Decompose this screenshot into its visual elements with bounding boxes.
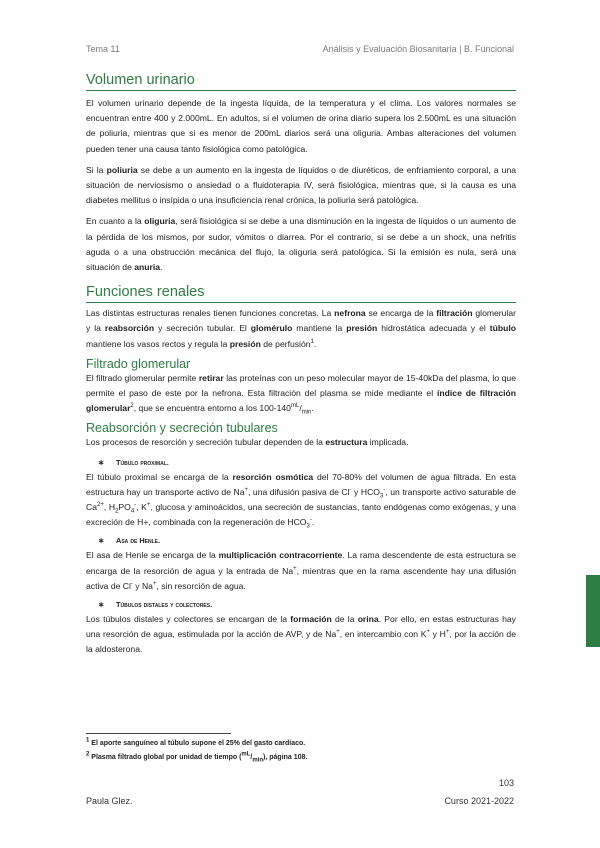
header-topic: Tema 11: [86, 44, 120, 54]
footnote-1: $^1$ El aporte sanguíneo al túbulo supone el 25% del gasto cardíaco.: [86, 737, 306, 747]
bullet-heading-distal: ∗ Túbulos distales y colectores.: [86, 598, 516, 612]
paragraph: Las distintas estructuras renales tienen funciones concretas. La nefrona se encarga de la filtración glomerular y la reabsorción y secreción tubular. El glomérulo mantiene la presión hidrostática adecuada y el túbulo mantiene los vasos rectos y regula la presión de perfusión$^1$.: [86, 308, 516, 349]
bullet-heading-proximal: ∗ Túbulo proximal.: [86, 456, 516, 470]
header-subject: Análisis y Evaluación Biosanitaria | B. Funcional: [322, 44, 514, 54]
paragraph: El filtrado glomerular permite retirar las proteínas con un peso molecular mayor de 15-40kDa del plasma, lo que permite el paso de este por la nefrona. Esta filtración del plasma se mide mediante el índice de filtración glomerular$^2$, que se encuentra entorno a los $100-140^{mL}/_{min}$.: [86, 372, 516, 416]
subsection-title-reabsorcion: Reabsorción y secreción tubulares: [86, 421, 278, 436]
footer-course: Curso 2021-2022: [444, 796, 514, 806]
section-title-funciones: Funciones renales: [86, 284, 516, 303]
footer-author: Paula Glez.: [86, 796, 133, 806]
section-tab-marker: [586, 575, 600, 647]
paragraph: El volumen urinario depende de la ingesta líquida, de la temperatura y el clima. Los valores normales se encuentran entre 400 y 2.000mL. En adultos, si el volumen de orina diario supera los 2.500mL es una situación de poliuria, mientras que si es menor de 200mL diarios será una oliguria. Ambas alteraciones del volumen pueden tener una causa tanto fisiológica como patológica.: [86, 98, 516, 154]
asterisk-bullet-icon: ∗: [98, 600, 105, 610]
asterisk-bullet-icon: ∗: [98, 457, 105, 467]
paragraph: El túbulo proximal se encarga de la resorción osmótica del 70-80% del volumen de agua filtrada. En esta estructura hay un transporte activo de Na+, una difusión pasiva de Cl- y $HCO_3^-$, un transporte activo saturable de $Ca^{2+}$, $H_2PO_4^-$, K+, glucosa y aminoácidos, una secreción de sustancias, tanto endógenas como exógenas, y una excreción de H+, combinada con la regeneración de $HCO_3^-$.: [86, 471, 517, 530]
paragraph: Si la poliuria se debe a un aumento en la ingesta de líquidos o de diuréticos, de enfriamiento corporal, a una situación de nerviosismo o ansiedad o a fluidoterapia IV, será fisiológica, mientras que, si la causa es una diabetes mellitus o insípida o una insuficiencia renal crónica, la poliuria será patológica.: [86, 164, 516, 206]
page-content: [86, 72, 516, 658]
paragraph: Los procesos de resorción y secreción tubular dependen de la estructura implicada.: [86, 437, 409, 448]
page-number: 103: [498, 778, 514, 788]
paragraph: El asa de Henle se encarga de la multiplicación contracorriente. La rama descendente de esta estructura se encarga de la resorción de agua y la entrada de Na+, mientras que en la rama ascendente hay una difusión activa de Cl- y Na+, sin resorción de agua.: [86, 550, 516, 591]
footnote-ref: 1: [310, 338, 314, 345]
footnote-2: $^2$ Plasma filtrado global por unidad de tiempo $(^{mL}/_{min})$, página 108.: [86, 751, 308, 764]
footnote-divider: [86, 733, 231, 734]
paragraph: Los túbulos distales y colectores se encargan de la formación de la orina. Por ello, en estas estructuras hay una resorción de agua, estimulada por la acción de AVP, y de Na+, en intercambio con K+ y H+, por la acción de la aldosterona.: [86, 614, 516, 655]
section-title-volumen: Volumen urinario: [86, 72, 516, 91]
asterisk-bullet-icon: ∗: [98, 536, 105, 546]
paragraph: En cuanto a la oliguria, será fisiológica si se debe a una disminución en la ingesta de líquidos o un aumento de la pérdida de los mismos, por sudor, vómitos o diarrea. Por el contrario, si se debe a un shock, una nefritis aguda o a una obstrucción mecánica del flujo, la oliguria será patológica. Si la emisión es nula, será una situación de anuria.: [86, 216, 516, 273]
subsection-title-filtrado: Filtrado glomerular: [86, 356, 191, 371]
footnote-ref: 2: [130, 403, 134, 410]
bullet-heading-henle: ∗ Asa de Henle.: [86, 534, 516, 548]
